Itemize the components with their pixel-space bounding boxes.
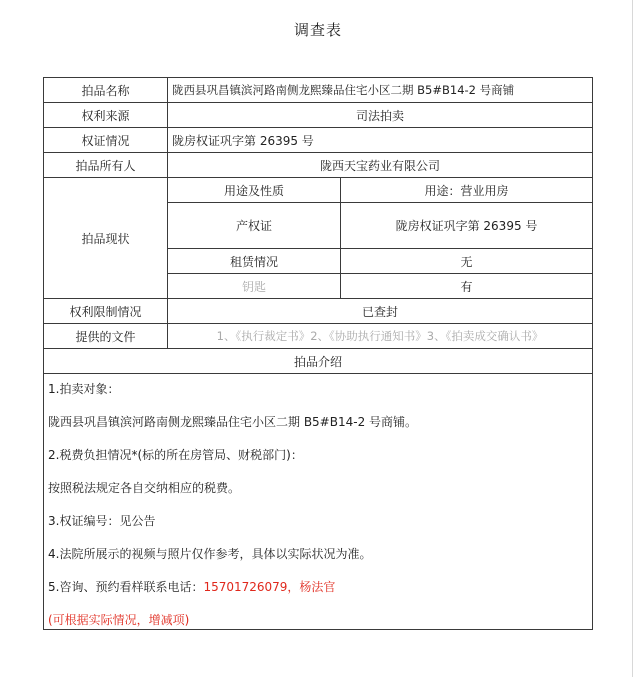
owner-value: 陇西天宝药业有限公司	[168, 153, 593, 178]
owner-label: 拍品所有人	[44, 153, 168, 178]
usage-label: 用途及性质	[168, 178, 341, 203]
restriction-value: 已查封	[168, 299, 593, 324]
item-name-label: 拍品名称	[44, 78, 168, 103]
row-restriction	[44, 299, 593, 324]
row-owner	[44, 153, 593, 178]
intro-item3: 3.权证编号：见公告	[48, 514, 156, 528]
item-name-value: 陇西县巩昌镇滨河路南侧龙熙臻品住宅小区二期 B5#B14-2 号商铺	[168, 78, 593, 103]
row-intro-body	[44, 374, 593, 630]
restriction-label: 权利限制情况	[44, 299, 168, 324]
intro-item1-title: 1.拍卖对象：	[48, 382, 120, 396]
intro-body	[44, 374, 593, 630]
files-value: 1、《执行裁定书》2、《协助执行通知书》3、《拍卖成交确认书》	[168, 324, 593, 349]
usage-value: 用途：营业用房	[341, 178, 593, 203]
lease-value: 无	[341, 249, 593, 274]
rights-source-label: 权利来源	[44, 103, 168, 128]
rights-source-value: 司法拍卖	[168, 103, 593, 128]
row-rights-source	[44, 103, 593, 128]
row-status-usage	[44, 178, 593, 203]
intro-item2-text: 按照税法规定各自交纳相应的税费。	[48, 481, 241, 495]
files-label: 提供的文件	[44, 324, 168, 349]
contact-phone: 15701726079，杨法官	[203, 580, 336, 594]
status-label: 拍品现状	[44, 178, 168, 299]
row-files	[44, 324, 593, 349]
intro-item5	[48, 578, 588, 596]
property-cert-value: 陇房权证巩字第 26395 号	[341, 203, 593, 249]
page-edge-line	[632, 0, 633, 677]
intro-note: (可根据实际情况，增减项)	[48, 613, 190, 627]
survey-table	[43, 77, 593, 630]
row-certificate	[44, 128, 593, 153]
row-intro-header	[44, 349, 593, 374]
certificate-value: 陇房权证巩字第 26395 号	[168, 128, 593, 153]
key-label: 钥匙	[168, 274, 341, 299]
intro-item2-title: 2.税费负担情况*(标的所在房管局、财税部门)：	[48, 448, 303, 462]
key-value: 有	[341, 274, 593, 299]
lease-label: 租赁情况	[168, 249, 341, 274]
intro-item1-text: 陇西县巩昌镇滨河路南侧龙熙臻品住宅小区二期 B5#B14-2 号商铺。	[48, 415, 418, 429]
document-title: 调查表	[293, 21, 342, 39]
row-item-name	[44, 78, 593, 103]
intro-header: 拍品介绍	[44, 349, 593, 374]
property-cert-label: 产权证	[168, 203, 341, 249]
intro-item5-prefix: 5.咨询、预约看样联系电话：	[48, 580, 204, 594]
certificate-label: 权证情况	[44, 128, 168, 153]
intro-item4: 4.法院所展示的视频与照片仅作参考，具体以实际状况为准。	[48, 547, 372, 561]
